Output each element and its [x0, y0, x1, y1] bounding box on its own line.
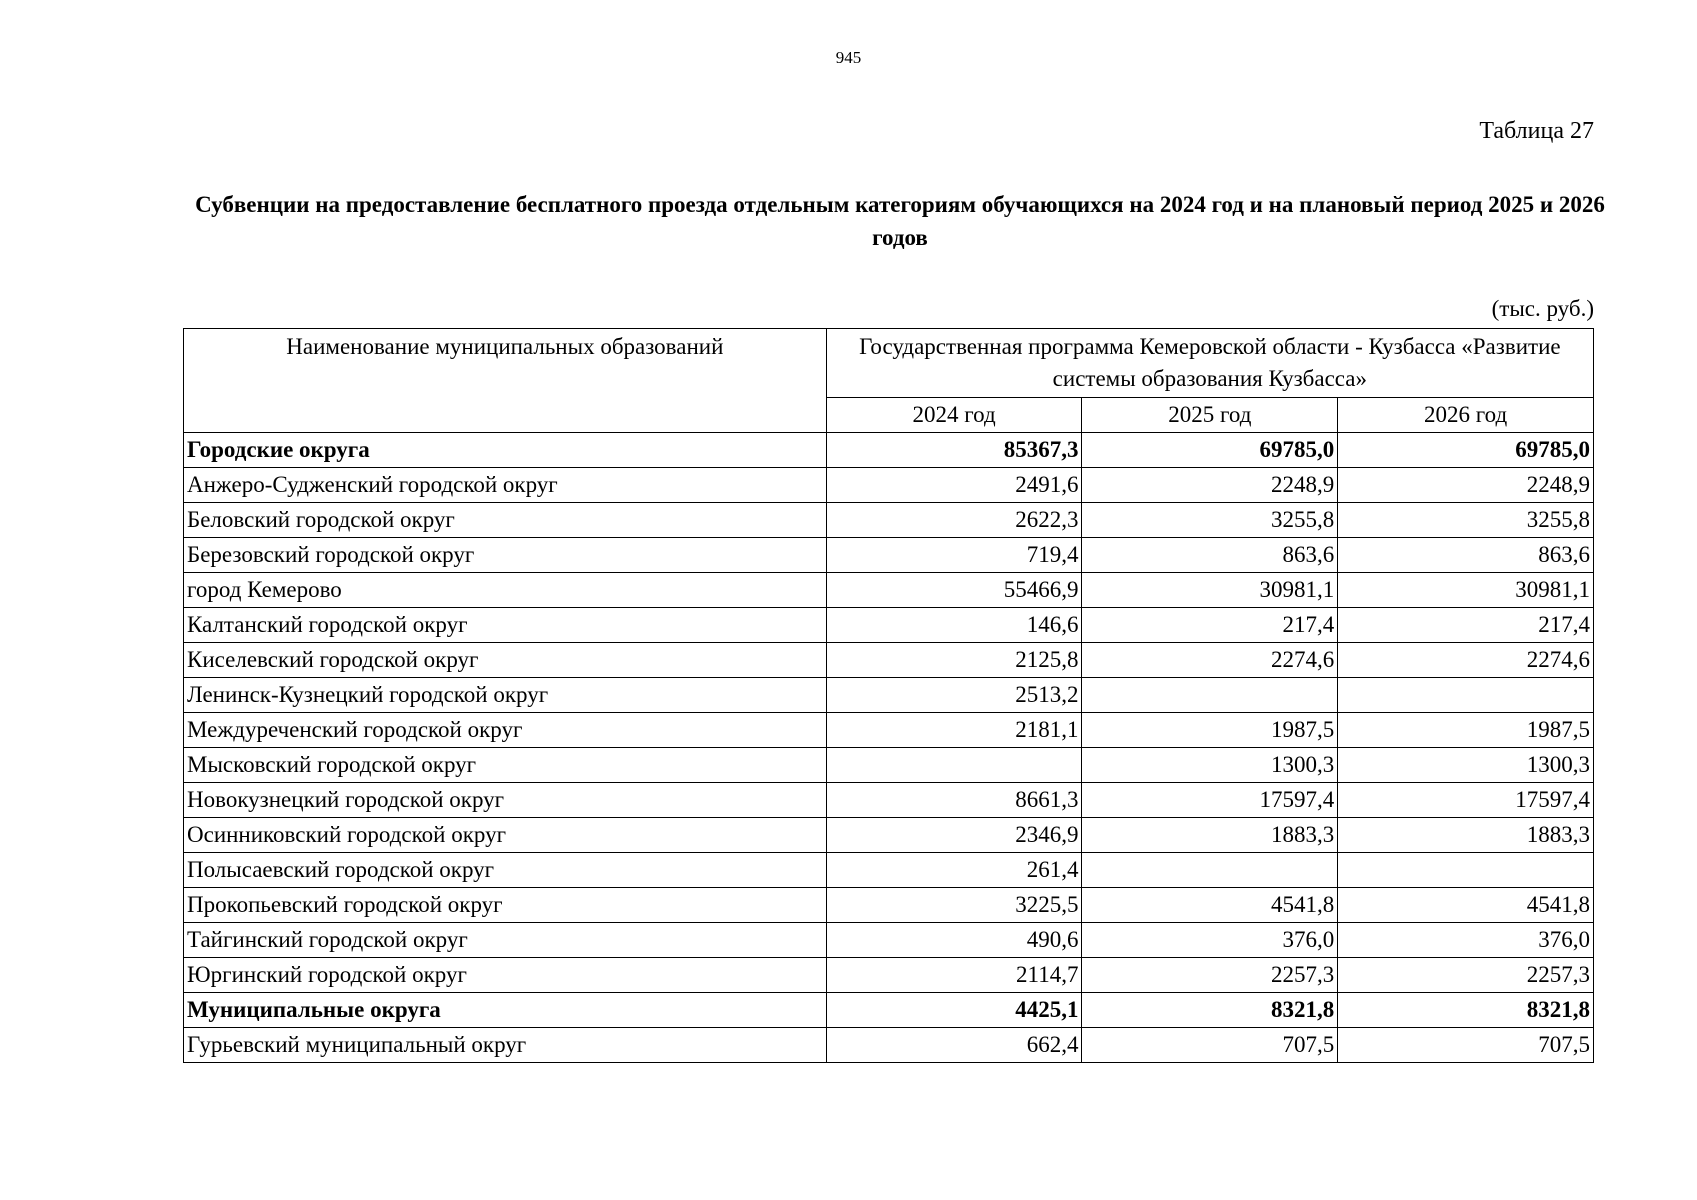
row-name: Ленинск-Кузнецкий городской округ [184, 678, 827, 713]
row-value-2025: 17597,4 [1082, 783, 1338, 818]
row-value-2026: 17597,4 [1338, 783, 1594, 818]
table-header [184, 329, 1594, 433]
row-name: Киселевский городской округ [184, 643, 827, 678]
row-value-2024: 146,6 [826, 608, 1082, 643]
row-value-2026: 707,5 [1338, 1028, 1594, 1063]
row-name: Беловский городской округ [184, 503, 827, 538]
row-value-2025: 4541,8 [1082, 888, 1338, 923]
row-name: Городские округа [184, 433, 827, 468]
header-program: Государственная программа Кемеровской области - Кузбасса «Развитие системы образования Кузбасса» [826, 329, 1593, 398]
row-value-2025: 1300,3 [1082, 748, 1338, 783]
page-number: 945 [835, 48, 862, 67]
row-value-2024: 55466,9 [826, 573, 1082, 608]
row-value-2026: 376,0 [1338, 923, 1594, 958]
row-value-2024: 2513,2 [826, 678, 1082, 713]
row-value-2026: 69785,0 [1338, 433, 1594, 468]
row-value-2025: 707,5 [1082, 1028, 1338, 1063]
table-row [184, 643, 1594, 678]
row-value-2025: 1987,5 [1082, 713, 1338, 748]
row-name: Муниципальные округа [184, 993, 827, 1028]
table-row [184, 538, 1594, 573]
header-name-column: Наименование муниципальных образований [184, 329, 827, 433]
table-row [184, 818, 1594, 853]
row-name: Новокузнецкий городской округ [184, 783, 827, 818]
table-row [184, 958, 1594, 993]
unit-note: (тыс. руб.) [1491, 296, 1594, 321]
row-name: Калтанский городской округ [184, 608, 827, 643]
table-row [184, 853, 1594, 888]
row-name: город Кемерово [184, 573, 827, 608]
row-value-2026: 8321,8 [1338, 993, 1594, 1028]
row-value-2024: 3225,5 [826, 888, 1082, 923]
row-value-2024: 85367,3 [826, 433, 1082, 468]
row-value-2025: 3255,8 [1082, 503, 1338, 538]
row-name: Прокопьевский городской округ [184, 888, 827, 923]
table-body [184, 433, 1594, 1063]
row-value-2024: 261,4 [826, 853, 1082, 888]
row-value-2025: 2274,6 [1082, 643, 1338, 678]
row-value-2026: 2248,9 [1338, 468, 1594, 503]
row-value-2026: 2257,3 [1338, 958, 1594, 993]
row-value-2026: 1300,3 [1338, 748, 1594, 783]
table-row [184, 608, 1594, 643]
row-value-2025: 8321,8 [1082, 993, 1338, 1028]
row-value-2024: 490,6 [826, 923, 1082, 958]
row-value-2026 [1338, 678, 1594, 713]
row-value-2024: 4425,1 [826, 993, 1082, 1028]
row-value-2024: 2346,9 [826, 818, 1082, 853]
row-value-2024: 8661,3 [826, 783, 1082, 818]
row-value-2026: 863,6 [1338, 538, 1594, 573]
row-value-2025: 863,6 [1082, 538, 1338, 573]
row-name: Юргинский городской округ [184, 958, 827, 993]
row-value-2025: 2248,9 [1082, 468, 1338, 503]
table-row [184, 713, 1594, 748]
row-value-2026: 3255,8 [1338, 503, 1594, 538]
table-row [184, 748, 1594, 783]
row-value-2024: 2622,3 [826, 503, 1082, 538]
row-value-2025: 217,4 [1082, 608, 1338, 643]
table-row [184, 433, 1594, 468]
row-value-2025: 30981,1 [1082, 573, 1338, 608]
row-value-2025: 69785,0 [1082, 433, 1338, 468]
table-row [184, 503, 1594, 538]
row-value-2025: 2257,3 [1082, 958, 1338, 993]
header-year-2026: 2026 год [1338, 398, 1594, 433]
table-row [184, 573, 1594, 608]
row-value-2026: 217,4 [1338, 608, 1594, 643]
table-row [184, 888, 1594, 923]
row-name: Гурьевский муниципальный округ [184, 1028, 827, 1063]
row-value-2024: 2491,6 [826, 468, 1082, 503]
row-value-2025 [1082, 678, 1338, 713]
table-row [184, 993, 1594, 1028]
table-row [184, 678, 1594, 713]
row-value-2026: 2274,6 [1338, 643, 1594, 678]
row-name: Тайгинский городской округ [184, 923, 827, 958]
row-name: Анжеро-Судженский городской округ [184, 468, 827, 503]
header-year-2025: 2025 год [1082, 398, 1338, 433]
row-name: Междуреченский городской округ [184, 713, 827, 748]
table-label: Таблица 27 [1479, 118, 1594, 144]
row-name: Осинниковский городской округ [184, 818, 827, 853]
row-value-2024: 2181,1 [826, 713, 1082, 748]
row-value-2024 [826, 748, 1082, 783]
table-row [184, 468, 1594, 503]
row-name: Березовский городской округ [184, 538, 827, 573]
row-name: Полысаевский городской округ [184, 853, 827, 888]
row-value-2024: 719,4 [826, 538, 1082, 573]
table-row [184, 923, 1594, 958]
row-value-2026 [1338, 853, 1594, 888]
row-name: Мысковский городской округ [184, 748, 827, 783]
document-title: Субвенции на предоставление бесплатного проезда отдельным категориям обучающихся на 2024 год и на плановый период 2025 и 2026 годов [195, 192, 1605, 250]
row-value-2024: 662,4 [826, 1028, 1082, 1063]
row-value-2026: 30981,1 [1338, 573, 1594, 608]
row-value-2024: 2125,8 [826, 643, 1082, 678]
table-row [184, 1028, 1594, 1063]
row-value-2026: 4541,8 [1338, 888, 1594, 923]
row-value-2026: 1987,5 [1338, 713, 1594, 748]
header-year-2024: 2024 год [826, 398, 1082, 433]
row-value-2025: 1883,3 [1082, 818, 1338, 853]
row-value-2025 [1082, 853, 1338, 888]
row-value-2026: 1883,3 [1338, 818, 1594, 853]
row-value-2024: 2114,7 [826, 958, 1082, 993]
table-row [184, 783, 1594, 818]
row-value-2025: 376,0 [1082, 923, 1338, 958]
subvention-table [183, 328, 1594, 1063]
